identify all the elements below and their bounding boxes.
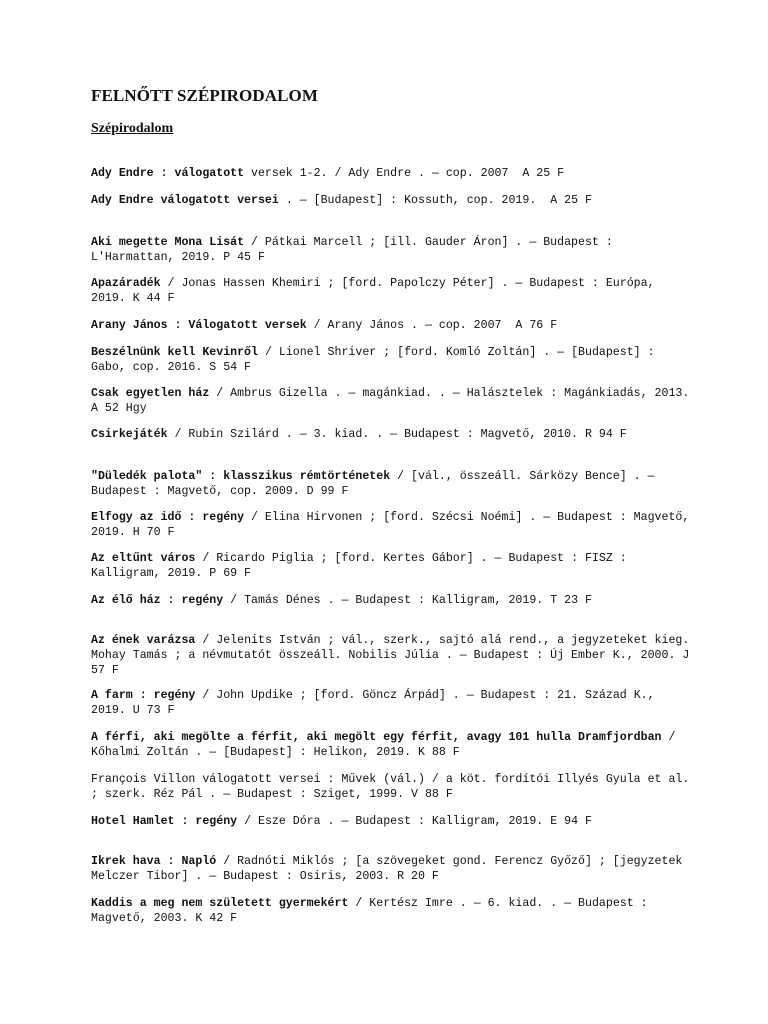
entry-title: Az eltűnt város [91,552,196,565]
entry-title: A farm : regény [91,689,196,702]
section-heading: Szépirodalom [91,121,174,136]
entry-details: / Tamás Dénes . — Budapest : Kalligram, 2019. T 23 F [223,594,592,607]
catalog-entry [91,318,691,333]
entry-details: / Elina Hirvonen ; [ford. Szécsi Noémi] . — Budapest : Magvető, 2019. H 70 F [91,511,697,539]
catalog-entry [91,896,691,926]
entry-title: Kaddis a meg nem született gyermekért [91,897,349,910]
entry-title: Ikrek hava : Napló [91,855,217,868]
catalog-entry [91,235,691,265]
catalog-entry [91,814,691,829]
catalog-entry [91,166,691,181]
entry-title: Elfogy az idő : regény [91,511,245,524]
catalog-entry [91,772,697,802]
entry-details: / Lionel Shriver ; [ford. Komló Zoltán] . — [Budapest] : Gabo, cop. 2016. S 54 F [91,346,662,374]
catalog-entry [91,730,691,760]
entry-details: / Jelenits István ; vál., szerk., sajtó alá rend., a jegyzeteket kieg. Mohay Tamás ; a névmutatót összeáll. Nobilis Júlia . — Budapest : Új Ember K., 2000. J 57 F [91,634,697,677]
entry-details: / Ambrus Gizella . — magánkiad. . — Halásztelek : Magánkiadás, 2013. A 52 Hgy [91,387,697,415]
entry-title: "Düledék palota" : klasszikus rémtörténetek [91,470,391,483]
catalog-entry [91,688,691,718]
catalog-entry [91,193,691,208]
entry-title: Apazáradék [91,277,161,290]
entry-title: Az élő ház : regény [91,594,224,607]
entry-details: / Esze Dóra . — Budapest : Kalligram, 2019. E 94 F [237,815,592,828]
catalog-entry [91,551,691,581]
entry-details: / [vál., összeáll. Sárközy Bence] . — Budapest : Magvető, cop. 2009. D 99 F [91,470,662,498]
catalog-entry [91,633,697,678]
catalog-entry [91,854,691,884]
entry-title: Aki megette Mona Lisát [91,236,245,249]
page-title: FELNŐTT SZÉPIRODALOM [91,86,318,105]
entry-title: Arany János : Válogatott versek [91,319,307,332]
entry-title: Az ének varázsa [91,634,196,647]
entry-details: / Radnóti Miklós ; [a szövegeket gond. Ferencz Győző] ; [jegyzetek Melczer Tibor] . — Budapest : Osiris, 2003. R 20 F [91,855,690,883]
catalog-entry [91,593,691,608]
entry-details: / Kőhalmi Zoltán . — [Budapest] : Helikon, 2019. K 88 F [91,731,683,759]
entry-title: Ady Endre válogatott versei [91,194,279,207]
entry-details: / Jonas Hassen Khemiri ; [ford. Papolczy Péter] . — Budapest : Európa, 2019. K 44 F [91,277,662,305]
catalog-entry [91,276,691,306]
entry-title: Ady Endre : válogatott [91,167,245,180]
entry-details: versek 1-2. / Ady Endre . — cop. 2007 A 25 F [244,167,565,180]
catalog-entry [91,386,697,416]
entry-details: François Villon válogatott versei : Művek (vál.) / a köt. fordítói Illyés Gyula et al. ; szerk. Réz Pál . — Budapest : Sziget, 1999. V 88 F [91,773,697,801]
entry-details: / Rubin Szilárd . — 3. kiad. . — Budapest : Magvető, 2010. R 94 F [167,428,627,441]
entry-title: Csirkejáték [91,428,168,441]
catalog-entry [91,427,691,442]
entry-details: . — [Budapest] : Kossuth, cop. 2019. A 25 F [278,194,592,207]
catalog-entry [91,345,691,375]
entry-details: / Kertész Imre . — 6. kiad. . — Budapest : Magvető, 2003. K 42 F [91,897,655,925]
entry-title: A férfi, aki megölte a férfit, aki megölt egy férfit, avagy 101 hulla Dramfjordban [91,731,662,744]
catalog-entry [91,469,691,499]
entry-title: Csak egyetlen ház [91,387,210,400]
entry-details: / Ricardo Piglia ; [ford. Kertes Gábor] . — Budapest : FISZ : Kalligram, 2019. P 69 F [91,552,634,580]
entry-title: Hotel Hamlet : regény [91,815,238,828]
entry-details: / Pátkai Marcell ; [ill. Gauder Áron] . — Budapest : L'Harmattan, 2019. P 45 F [91,236,620,264]
entry-title: Beszélnünk kell Kevinről [91,346,258,359]
entry-details: / Arany János . — cop. 2007 A 76 F [306,319,558,332]
catalog-entry [91,510,697,540]
entry-details: / John Updike ; [ford. Göncz Árpád] . — Budapest : 21. Század K., 2019. U 73 F [91,689,662,717]
